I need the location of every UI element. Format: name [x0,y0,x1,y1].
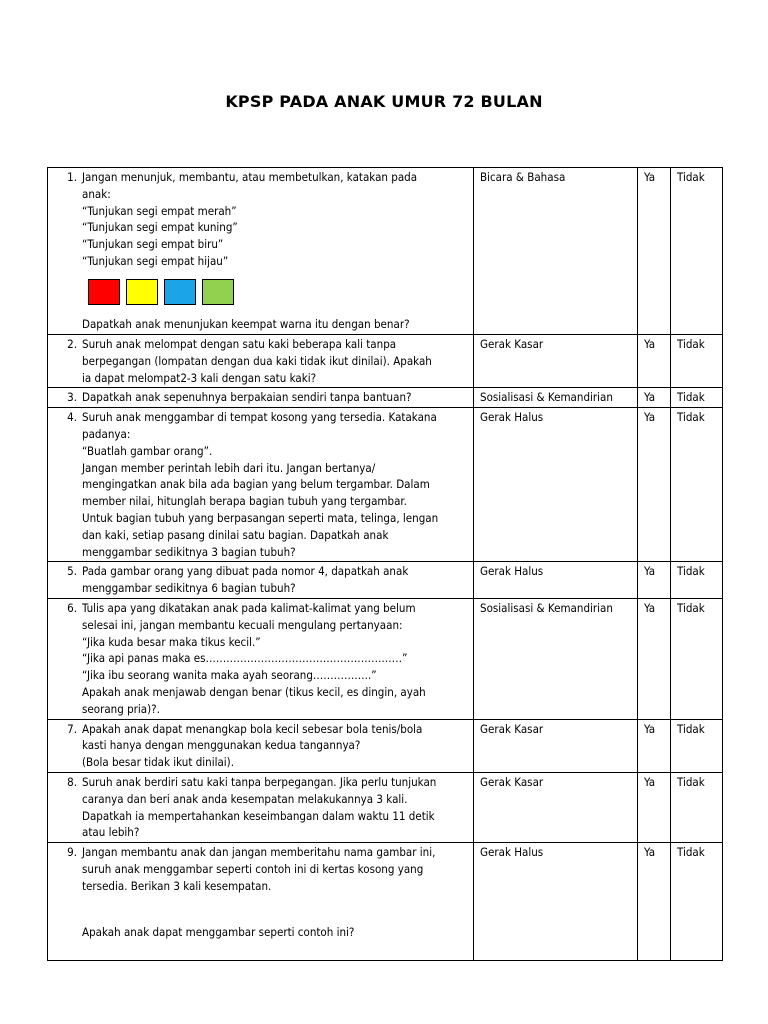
answer-ya-cell[interactable]: Ya [638,168,671,335]
question-row-8 [48,772,723,842]
question-text-line: member nilai, hitunglah berapa bagian tubuh yang tergambar. [82,494,407,509]
question-row-4 [48,408,723,562]
question-text-line: “Tunjukan segi empat kuning” [82,220,238,235]
page-title: KPSP PADA ANAK UMUR 72 BULAN [225,92,543,111]
category-cell: Bicara & Bahasa [474,168,638,335]
yellow-square [126,279,158,305]
question-cell [48,562,474,599]
question-text-line: “Tunjukan segi empat hijau” [82,253,229,268]
question-cell [48,335,474,388]
question-text-line: Tulis apa yang dikatakan anak pada kalimat-kalimat yang belum [82,600,416,615]
question-cell [48,598,474,719]
question-text-line: “Tunjukan segi empat merah” [82,203,237,218]
question-text-line: (Bola besar tidak ikut dinilai). [82,755,234,770]
red-square [88,279,120,305]
question-number: 5. [67,564,77,579]
question-cell [48,843,474,961]
answer-tidak-cell[interactable]: Tidak [671,843,723,961]
question-text-line: anak: [82,186,111,201]
question-text-line: Apakah anak dapat menggambar seperti contoh ini? [82,924,355,939]
question-text-line: Jangan member perintah lebih dari itu. Jangan bertanya/ [82,460,376,475]
question-text-line: selesai ini, jangan membantu kecuali mengulang pertanyaan: [82,617,403,632]
question-text-line: berpegangan (lompatan dengan dua kaki tidak ikut dinilai). Apakah [82,353,432,368]
question-number: 2. [67,337,77,351]
category-cell: Gerak Halus [474,408,638,562]
category-cell: Gerak Kasar [474,719,638,772]
color-squares [88,279,467,305]
answer-ya-cell[interactable]: Ya [638,408,671,562]
question-cell [48,719,474,772]
question-text-line: suruh anak menggambar seperti contoh ini di kertas kosong yang [82,861,424,876]
answer-ya-cell[interactable]: Ya [638,719,671,772]
question-text-line: Jangan menunjuk, membantu, atau membetulkan, katakan pada [82,170,418,184]
question-number: 6. [67,600,77,615]
answer-tidak-cell[interactable]: Tidak [671,719,723,772]
question-text-line: Suruh anak melompat dengan satu kaki beberapa kali tanpa [82,337,397,351]
question-text-line: Jangan membantu anak dan jangan memberitahu nama gambar ini, [82,845,436,860]
answer-ya-cell[interactable]: Ya [638,843,671,961]
question-cell [48,408,474,562]
drawing-example-space [82,895,467,924]
question-text-line: “Jika api panas maka es…………………………………………………” [82,651,408,666]
question-number: 1. [67,170,77,184]
answer-ya-cell[interactable]: Ya [638,562,671,599]
question-row-2 [48,335,723,388]
question-text-line: Suruh anak menggambar di tempat kosong yang tersedia. Katakana [82,410,437,425]
question-row-9 [48,843,723,961]
question-text-line: seorang pria)?. [82,701,160,716]
question-text-line: caranya dan beri anak anda kesempatan melakukannya 3 kali. [82,791,408,806]
category-cell: Sosialisasi & Kemandirian [474,388,638,408]
answer-tidak-cell[interactable]: Tidak [671,408,723,562]
answer-ya-cell[interactable]: Ya [638,598,671,719]
answer-tidak-cell[interactable]: Tidak [671,388,723,408]
question-cell [48,772,474,842]
category-cell: Gerak Halus [474,843,638,961]
question-number: 4. [67,410,77,425]
question-text-line: dan kaki, setiap pasang dinilai satu bagian. Dapatkah anak [82,527,389,542]
question-text-line: “Jika kuda besar maka tikus kecil.” [82,634,261,649]
question-text-line: Dapatkah ia mempertahankan keseimbangan dalam waktu 11 detik [82,808,435,823]
question-cell [48,388,474,408]
question-text-line: “Jika ibu seorang wanita maka ayah seorang……………..” [82,668,377,683]
question-number: 8. [67,774,77,789]
question-cell [48,168,474,335]
question-row-3 [48,388,723,408]
question-row-5 [48,562,723,599]
answer-ya-cell[interactable]: Ya [638,388,671,408]
question-text-line: “Buatlah gambar orang”. [82,443,213,458]
question-row-1 [48,168,723,335]
question-text-line: kasti hanya dengan menggunakan kedua tangannya? [82,738,361,753]
answer-tidak-cell[interactable]: Tidak [671,335,723,388]
blue-square [164,279,196,305]
question-row-7 [48,719,723,772]
green-square [202,279,234,305]
answer-ya-cell[interactable]: Ya [638,335,671,388]
answer-tidak-cell[interactable]: Tidak [671,562,723,599]
answer-tidak-cell[interactable]: Tidak [671,168,723,335]
question-text-line: Pada gambar orang yang dibuat pada nomor 4, dapatkah anak [82,564,409,579]
question-text-line: padanya: [82,426,131,441]
category-cell: Gerak Kasar [474,772,638,842]
question-number: 3. [67,390,77,405]
question-row-6 [48,598,723,719]
category-cell: Gerak Halus [474,562,638,599]
question-text-line: Untuk bagian tubuh yang berpasangan seperti mata, telinga, lengan [82,510,439,525]
answer-ya-cell[interactable]: Ya [638,772,671,842]
question-number: 9. [67,845,77,860]
question-text-line: Suruh anak berdiri satu kaki tanpa berpegangan. Jika perlu tunjukan [82,774,437,789]
answer-tidak-cell[interactable]: Tidak [671,772,723,842]
question-text-line: atau lebih? [82,825,140,840]
question-text-line: menggambar sedikitnya 6 bagian tubuh? [82,581,296,596]
answer-tidak-cell[interactable]: Tidak [671,598,723,719]
question-text-line: tersedia. Berikan 3 kali kesempatan. [82,878,272,893]
question-text-line: Apakah anak menjawab dengan benar (tikus kecil, es dingin, ayah [82,684,426,699]
question-number: 7. [67,721,77,736]
question-text-line: mengingatkan anak bila ada bagian yang belum tergambar. Dalam [82,477,430,492]
question-text-line: Dapatkah anak menunjukan keempat warna itu dengan benar? [82,316,410,331]
question-text-line: menggambar sedikitnya 3 bagian tubuh? [82,544,296,559]
category-cell: Gerak Kasar [474,335,638,388]
question-text-line: ia dapat melompat2-3 kali dengan satu kaki? [82,370,317,385]
kpsp-questionnaire-table [47,167,723,961]
question-text-line: Dapatkah anak sepenuhnya berpakaian sendiri tanpa bantuan? [82,390,412,405]
question-text-line: Apakah anak dapat menangkap bola kecil sebesar bola tenis/bola [82,721,423,736]
category-cell: Sosialisasi & Kemandirian [474,598,638,719]
question-text-line: “Tunjukan segi empat biru” [82,237,224,252]
